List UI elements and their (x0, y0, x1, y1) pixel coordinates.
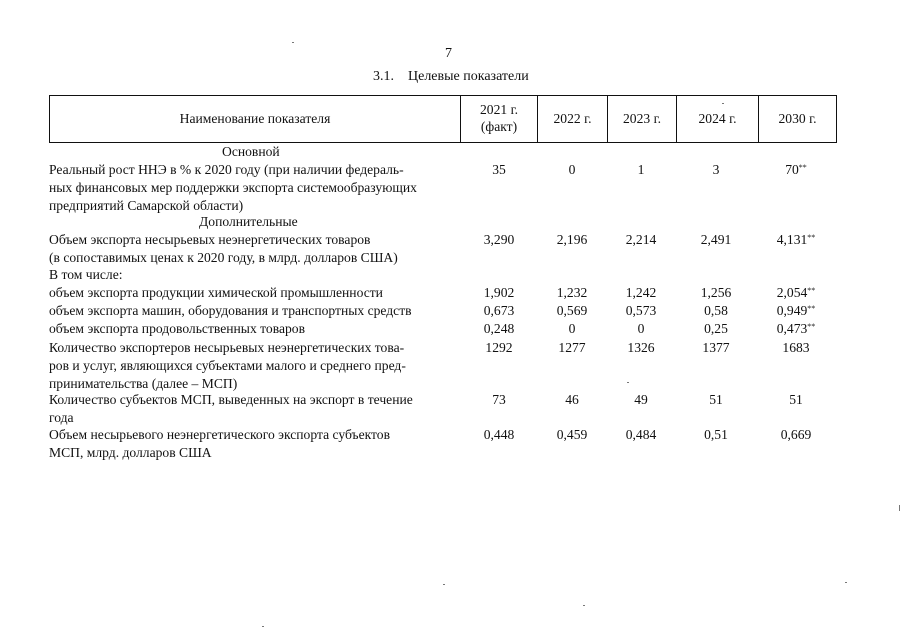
value-2030-number: 70 (785, 162, 799, 177)
row-indicator (49, 391, 461, 427)
value-2022: 0 (568, 162, 576, 177)
footnote-mark: ** (807, 322, 816, 331)
indicator-line: Реальный рост ННЭ в % к 2020 году (при наличии федераль- (49, 162, 404, 177)
indicator-line: предприятий Самарской области) (49, 198, 244, 213)
value-2030-number: 0,473 (776, 321, 808, 336)
value-2021: 1292 (485, 340, 513, 355)
indicator-line: объем экспорта продовольственных товаров (49, 321, 305, 336)
header-2023: 2023 г. (622, 110, 662, 126)
header-2030: 2030 г. (778, 110, 817, 126)
value-2024: 51 (709, 392, 723, 407)
row-indicator (49, 302, 461, 320)
value-2030 (756, 320, 836, 338)
value-2024: 1377 (702, 340, 730, 355)
value-2030 (756, 161, 836, 179)
header-2021-year: 2021 г. (479, 102, 519, 118)
value-2024: 3 (712, 162, 720, 177)
group-additional-label: Дополнительные (199, 214, 298, 229)
footnote-mark: ** (807, 233, 816, 242)
section-title-text: Целевые показатели (408, 69, 529, 84)
value-2023: 0,484 (625, 427, 657, 442)
value-2024: 2,491 (700, 232, 732, 247)
value-2022: 0 (568, 321, 576, 336)
value-2021: 73 (492, 392, 506, 407)
indicator-line: принимательства (далее – МСП) (49, 376, 238, 391)
value-2024: 0,51 (704, 427, 728, 442)
value-2022: 1277 (558, 340, 586, 355)
value-2024: 1,256 (700, 285, 732, 300)
scan-speck (443, 584, 445, 585)
value-2030 (756, 231, 836, 249)
section-number: 3.1. (373, 69, 394, 84)
value-2022: 1,232 (556, 285, 588, 300)
value-2030-number: 4,131 (776, 232, 808, 247)
scan-speck (583, 605, 585, 606)
value-2023: 1,242 (625, 285, 657, 300)
value-2030-number: 0,949 (776, 303, 808, 318)
row-indicator (49, 266, 461, 284)
indicator-line: МСП, млрд. долларов США (49, 445, 212, 460)
value-2030: 51 (789, 392, 803, 407)
indicator-line: Количество экспортеров несырьевых неэнергетических това- (49, 340, 405, 355)
value-2030: 1683 (782, 340, 810, 355)
row-indicator (49, 426, 461, 462)
value-2022: 0,459 (556, 427, 588, 442)
value-2030 (756, 284, 836, 302)
scan-speck (722, 103, 724, 104)
scan-speck (627, 382, 629, 383)
value-2022: 46 (565, 392, 579, 407)
value-2030-number: 2,054 (776, 285, 808, 300)
section-title (373, 69, 529, 85)
indicator-line: В том числе: (49, 267, 123, 282)
value-2023: 1 (637, 162, 645, 177)
row-indicator (49, 320, 461, 338)
value-2023: 0 (637, 321, 645, 336)
indicator-line: ных финансовых мер поддержки экспорта системообразующих (49, 180, 417, 195)
scan-speck (292, 42, 294, 43)
value-2021: 0,248 (483, 321, 515, 336)
row-indicator (49, 339, 461, 393)
value-2024: 0,25 (704, 321, 728, 336)
table-header (49, 95, 837, 143)
group-main-label: Основной (222, 144, 280, 159)
value-2024: 0,58 (704, 303, 728, 318)
scan-speck (845, 582, 847, 583)
value-2021: 0,448 (483, 427, 515, 442)
value-2021: 35 (492, 162, 506, 177)
page-number: 7 (445, 46, 452, 61)
row-indicator (49, 161, 461, 215)
value-2023: 49 (634, 392, 648, 407)
footnote-mark: ** (807, 304, 816, 313)
value-2030: 0,669 (780, 427, 812, 442)
value-2022: 0,569 (556, 303, 588, 318)
value-2021: 0,673 (483, 303, 515, 318)
header-indicator: Наименование показателя (179, 110, 331, 126)
value-2023: 0,573 (625, 303, 657, 318)
value-2021: 3,290 (483, 232, 515, 247)
indicator-line: объем экспорта машин, оборудования и транспортных средств (49, 303, 412, 318)
indicator-line: Количество субъектов МСП, выведенных на экспорт в течение (49, 392, 413, 407)
row-indicator (49, 284, 461, 302)
row-indicator (49, 231, 461, 267)
value-2023: 1326 (627, 340, 655, 355)
scan-speck (899, 505, 900, 511)
indicator-line: объем экспорта продукции химической промышленности (49, 285, 383, 300)
footnote-mark: ** (798, 163, 807, 172)
header-2022: 2022 г. (553, 110, 592, 126)
header-2024: 2024 г. (698, 110, 737, 126)
indicator-line: (в сопоставимых ценах к 2020 году, в млрд. долларов США) (49, 250, 398, 265)
indicator-line: года (49, 410, 74, 425)
header-2021-note: (факт) (480, 119, 518, 134)
value-2023: 2,214 (625, 232, 657, 247)
value-2021: 1,902 (483, 285, 515, 300)
indicator-line: Объем экспорта несырьевых неэнергетических товаров (49, 232, 371, 247)
indicator-line: ров и услуг, являющихся субъектами малого и среднего пред- (49, 358, 406, 373)
header-2021 (461, 96, 537, 142)
value-2030 (756, 302, 836, 320)
footnote-mark: ** (807, 286, 816, 295)
value-2022: 2,196 (556, 232, 588, 247)
scan-speck (262, 626, 264, 627)
indicator-line: Объем несырьевого неэнергетического экспорта субъектов (49, 427, 391, 442)
